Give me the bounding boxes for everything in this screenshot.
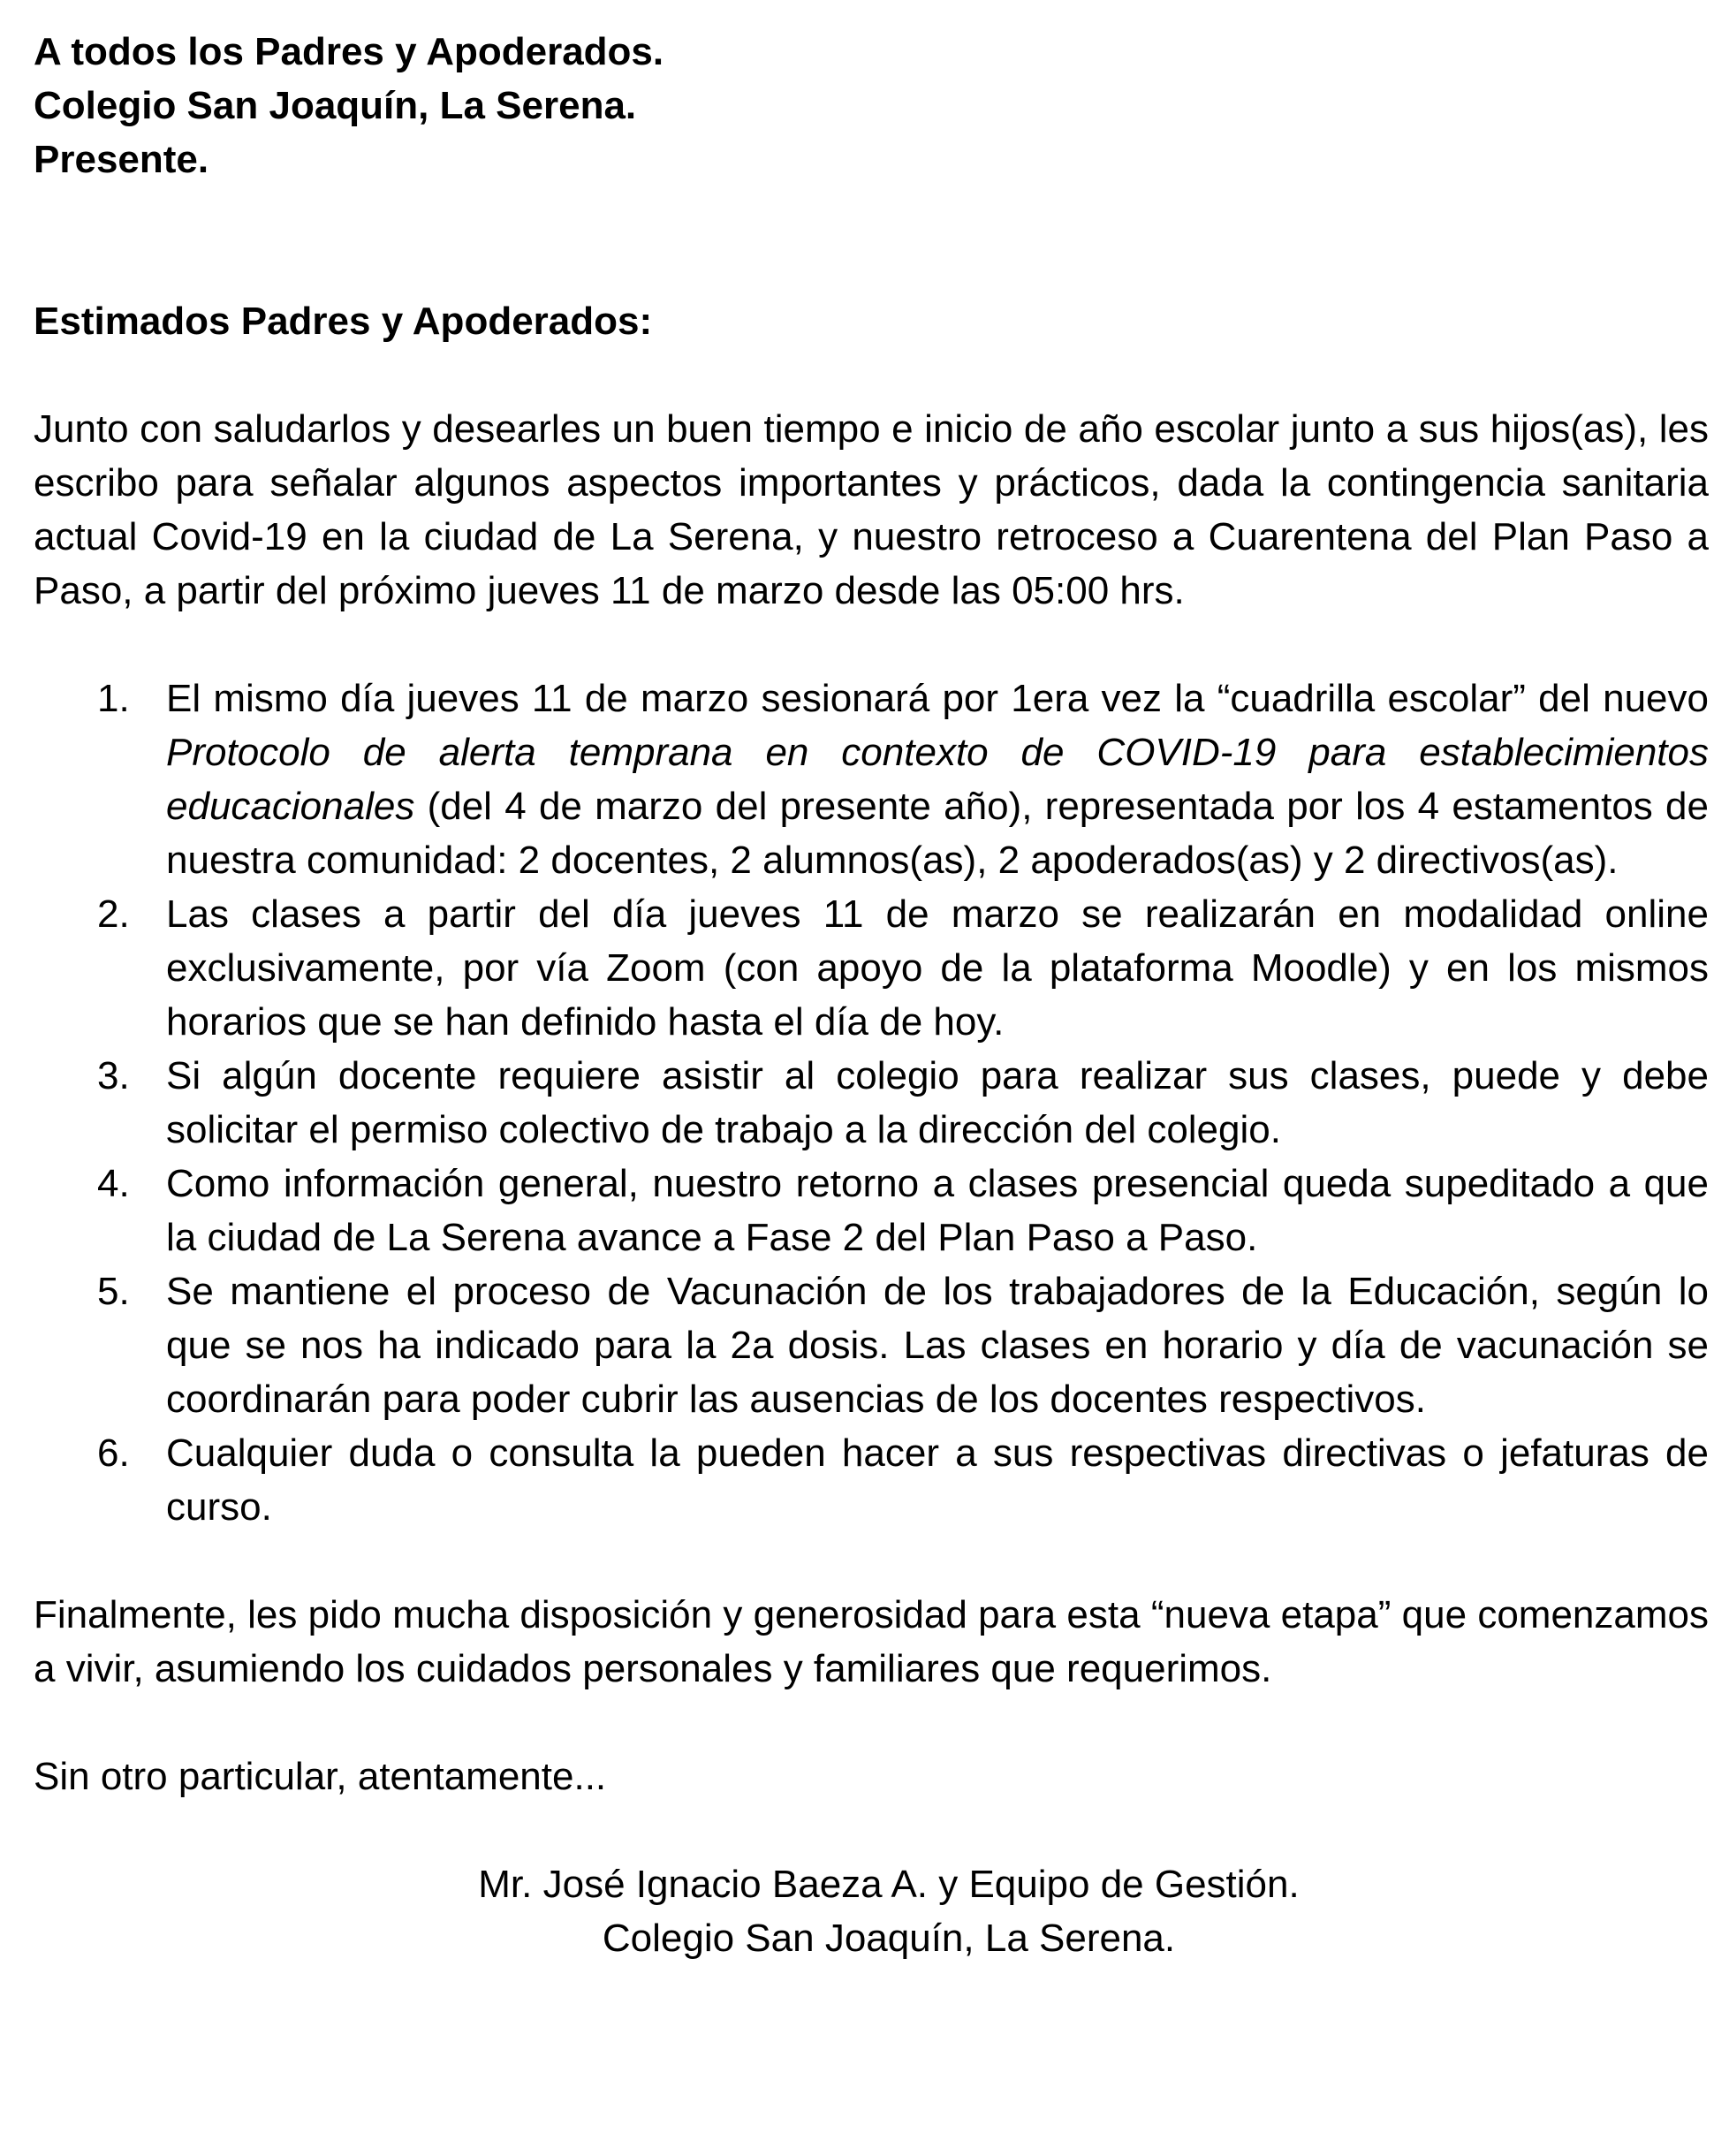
protocol-title: Protocolo de alerta temprana en contexto de COVID-19 para establecimientos educacionales (166, 731, 1709, 828)
signature-name: Mr. José Ignacio Baeza A. y Equipo de Gestión. (478, 1863, 1300, 1906)
list-item-number: 3. (97, 1054, 130, 1097)
addressee-block (34, 25, 1709, 186)
list-item-number: 4. (97, 1162, 130, 1205)
list-item-text: Como información general, nuestro retorno a clases presencial queda supeditado a que la ciudad de La Serena avance a Fase 2 del Plan Paso a Paso. (166, 1162, 1709, 1259)
addressee-line-school: Colegio San Joaquín, La Serena. (34, 84, 637, 127)
list-item-text: Cualquier duda o consulta la pueden hacer a sus respectivas directivas o jefaturas de curso. (166, 1431, 1709, 1529)
points-list (34, 672, 1709, 1534)
list-item-number: 2. (97, 892, 130, 936)
list-item (34, 1157, 1709, 1264)
final-paragraph: Finalmente, les pido mucha disposición y generosidad para esta “nueva etapa” que comenzamos a vivir, asumiendo los cuidados personales y familiares que requerimos. (34, 1593, 1709, 1690)
list-item-number: 6. (97, 1431, 130, 1475)
list-item (34, 1264, 1709, 1426)
salutation: Estimados Padres y Apoderados: (34, 300, 653, 343)
signature-school: Colegio San Joaquín, La Serena. (602, 1917, 1176, 1960)
list-item-number: 5. (97, 1270, 130, 1313)
list-item-text: Si algún docente requiere asistir al colegio para realizar sus clases, puede y debe solicitar el permiso colectivo de trabajo a la dirección del colegio. (166, 1054, 1709, 1151)
letter-page (34, 25, 1709, 1965)
list-item-text: El mismo día jueves 11 de marzo sesionará por 1era vez la “cuadrilla escolar” del nuevo Protocolo de alerta temprana en contexto de COVID-19 para establecimientos educacionales (del 4 de marzo del presente año), representada por los 4 estamentos de nuestra comunidad: 2 docentes, 2 alumnos(as), 2 apoderados(as) y 2 directivos(as). (166, 677, 1709, 882)
addressee-line-recipients: A todos los Padres y Apoderados. (34, 30, 664, 73)
list-item (34, 672, 1709, 887)
list-item (34, 1426, 1709, 1534)
list-item-number: 1. (97, 677, 130, 720)
list-item (34, 887, 1709, 1049)
signature-block (34, 1857, 1709, 1965)
list-item-text: Se mantiene el proceso de Vacunación de los trabajadores de la Educación, según lo que se nos ha indicado para la 2a dosis. Las clases en horario y día de vacunación se coordinarán para poder cubrir las ausencias de los docentes respectivos. (166, 1270, 1709, 1421)
intro-paragraph: Junto con saludarlos y desearles un buen tiempo e inicio de año escolar junto a sus hijos(as), les escribo para señalar algunos aspectos importantes y prácticos, dada la contingencia sanitaria actual Covid-19 en la ciudad de La Serena, y nuestro retroceso a Cuarentena del Plan Paso a Paso, a partir del próximo jueves 11 de marzo desde las 05:00 hrs. (34, 407, 1709, 612)
closing-line: Sin otro particular, atentamente... (34, 1755, 607, 1798)
addressee-line-present: Presente. (34, 138, 209, 181)
list-item (34, 1049, 1709, 1157)
list-item-text: Las clases a partir del día jueves 11 de marzo se realizarán en modalidad online exclusivamente, por vía Zoom (con apoyo de la plataforma Moodle) y en los mismos horarios que se han definido hasta el día de hoy. (166, 892, 1709, 1044)
